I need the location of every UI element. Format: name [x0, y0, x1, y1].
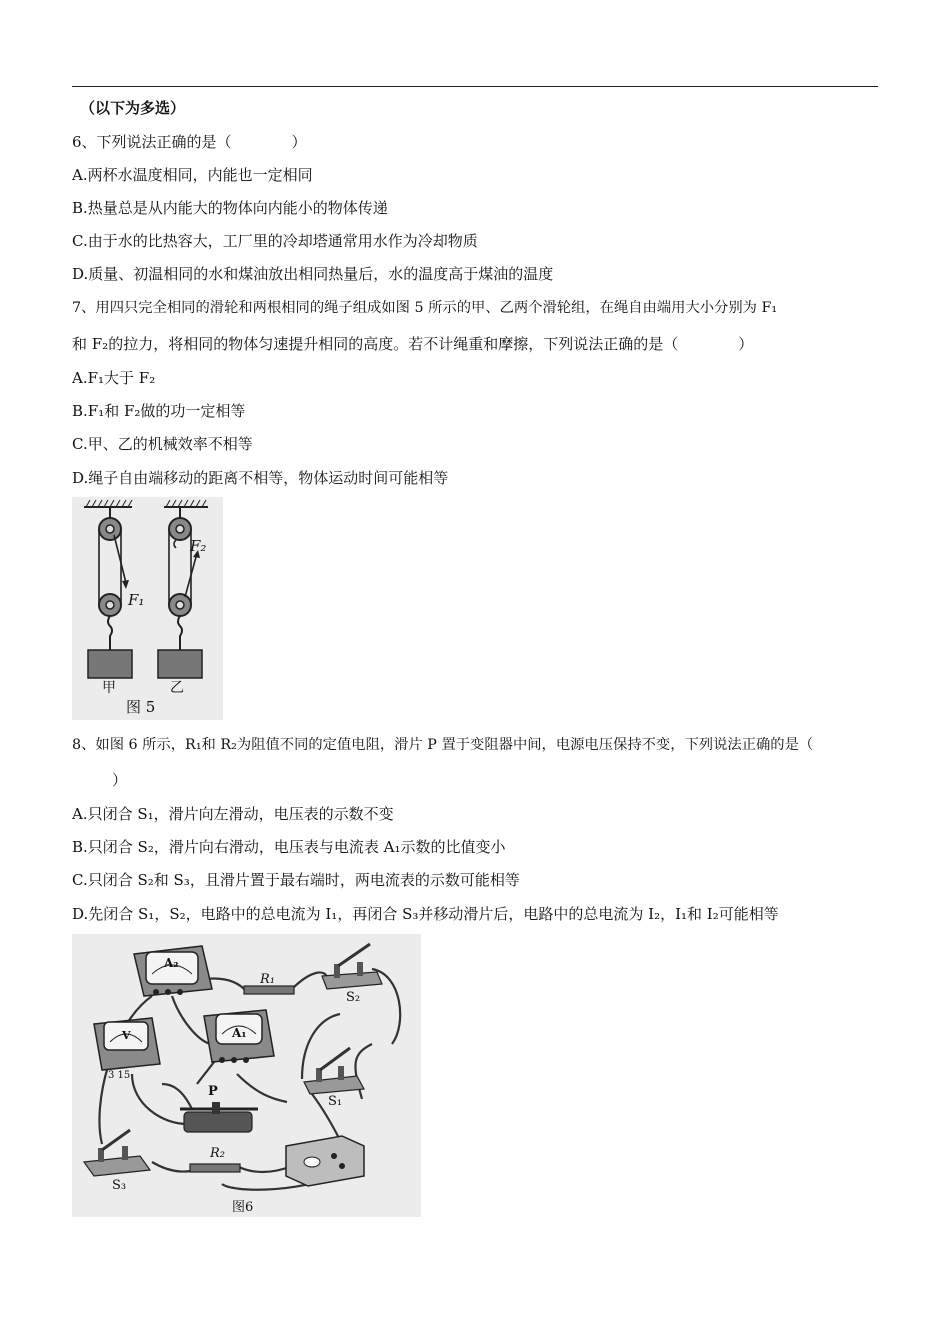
- q7-option-a: A.F₁大于 F₂: [72, 369, 156, 387]
- switch-s2-shape: [322, 944, 382, 989]
- q7-option-d: D.绳子自由端移动的距离不相等，物体运动时间可能相等: [72, 469, 449, 487]
- section-header: （以下为多选）: [80, 99, 186, 117]
- q8-option-a: A.只闭合 S₁，滑片向左滑动，电压表的示数不变: [72, 805, 394, 823]
- header-rule: [72, 86, 878, 87]
- q7-stem-line2: 和 F₂的拉力，将相同的物体匀速提升相同的高度。若不计绳重和摩擦，下列说法正确的是（ ）: [72, 335, 754, 353]
- ammeter-a2: [134, 946, 212, 996]
- q8-stem-line1: 8、如图 6 所示，R₁和 R₂为阻值不同的定值电阻，滑片 P 置于变阻器中间，电源电压保持不变，下列说法正确的是（: [72, 737, 814, 753]
- q6-option-c: C.由于水的比热容大，工厂里的冷却塔通常用水作为冷却物质: [72, 232, 478, 250]
- q7-option-c: C.甲、乙的机械效率不相等: [72, 435, 253, 453]
- figure-6-caption: 图6: [232, 1200, 254, 1215]
- figure-5-label-f1: F₁: [128, 591, 145, 609]
- figure-5-pulleys: [72, 497, 223, 720]
- figure-6-label-s1: S₁: [328, 1094, 343, 1109]
- figure-6-label-a1: A₁: [232, 1026, 247, 1040]
- figure-5-caption: 图 5: [126, 698, 156, 716]
- figure-6-label-a2: A₂: [164, 956, 179, 970]
- figure-6-circuit: [72, 934, 421, 1217]
- figure-6-label-p: P: [208, 1084, 218, 1099]
- q8-stem-line2: ）: [112, 771, 128, 789]
- q6-option-b: B.热量总是从内能大的物体向内能小的物体传递: [72, 199, 388, 217]
- figure-5-label-right: 乙: [170, 680, 184, 696]
- q6-stem: 6、下列说法正确的是（ ）: [72, 133, 307, 151]
- figure-6-label-s3: S₃: [112, 1178, 127, 1193]
- q6-option-a: A.两杯水温度相同，内能也一定相同: [72, 166, 313, 184]
- figure-6-label-scale: 3 15: [108, 1070, 131, 1081]
- switch-s3-shape: [84, 1130, 150, 1176]
- battery-box: [286, 1136, 364, 1186]
- q8-option-b: B.只闭合 S₂，滑片向右滑动，电压表与电流表 A₁示数的比值变小: [72, 838, 506, 856]
- figure-6-label-r2: R₂: [210, 1146, 225, 1161]
- q7-option-b: B.F₁和 F₂做的功一定相等: [72, 402, 246, 420]
- pulley-diagram: [72, 497, 223, 720]
- voltmeter: [94, 1018, 160, 1070]
- q8-option-c: C.只闭合 S₂和 S₃，且滑片置于最右端时，两电流表的示数可能相等: [72, 871, 520, 889]
- figure-6-label-r1: R₁: [260, 972, 275, 987]
- figure-5-label-f2: F₂: [190, 537, 207, 555]
- figure-5-label-left: 甲: [102, 680, 116, 696]
- q8-option-d: D.先闭合 S₁，S₂，电路中的总电流为 I₁，再闭合 S₃并移动滑片后，电路中的总电流为 I₂，I₁和 I₂可能相等: [72, 905, 779, 923]
- q6-option-d: D.质量、初温相同的水和煤油放出相同热量后，水的温度高于煤油的温度: [72, 265, 554, 283]
- figure-6-label-v: V: [122, 1029, 131, 1042]
- q7-stem-line1: 7、用四只完全相同的滑轮和两根相同的绳子组成如图 5 所示的甲、乙两个滑轮组，在绳自由端用大小分别为 F₁: [72, 300, 778, 316]
- figure-6-label-s2: S₂: [346, 990, 361, 1005]
